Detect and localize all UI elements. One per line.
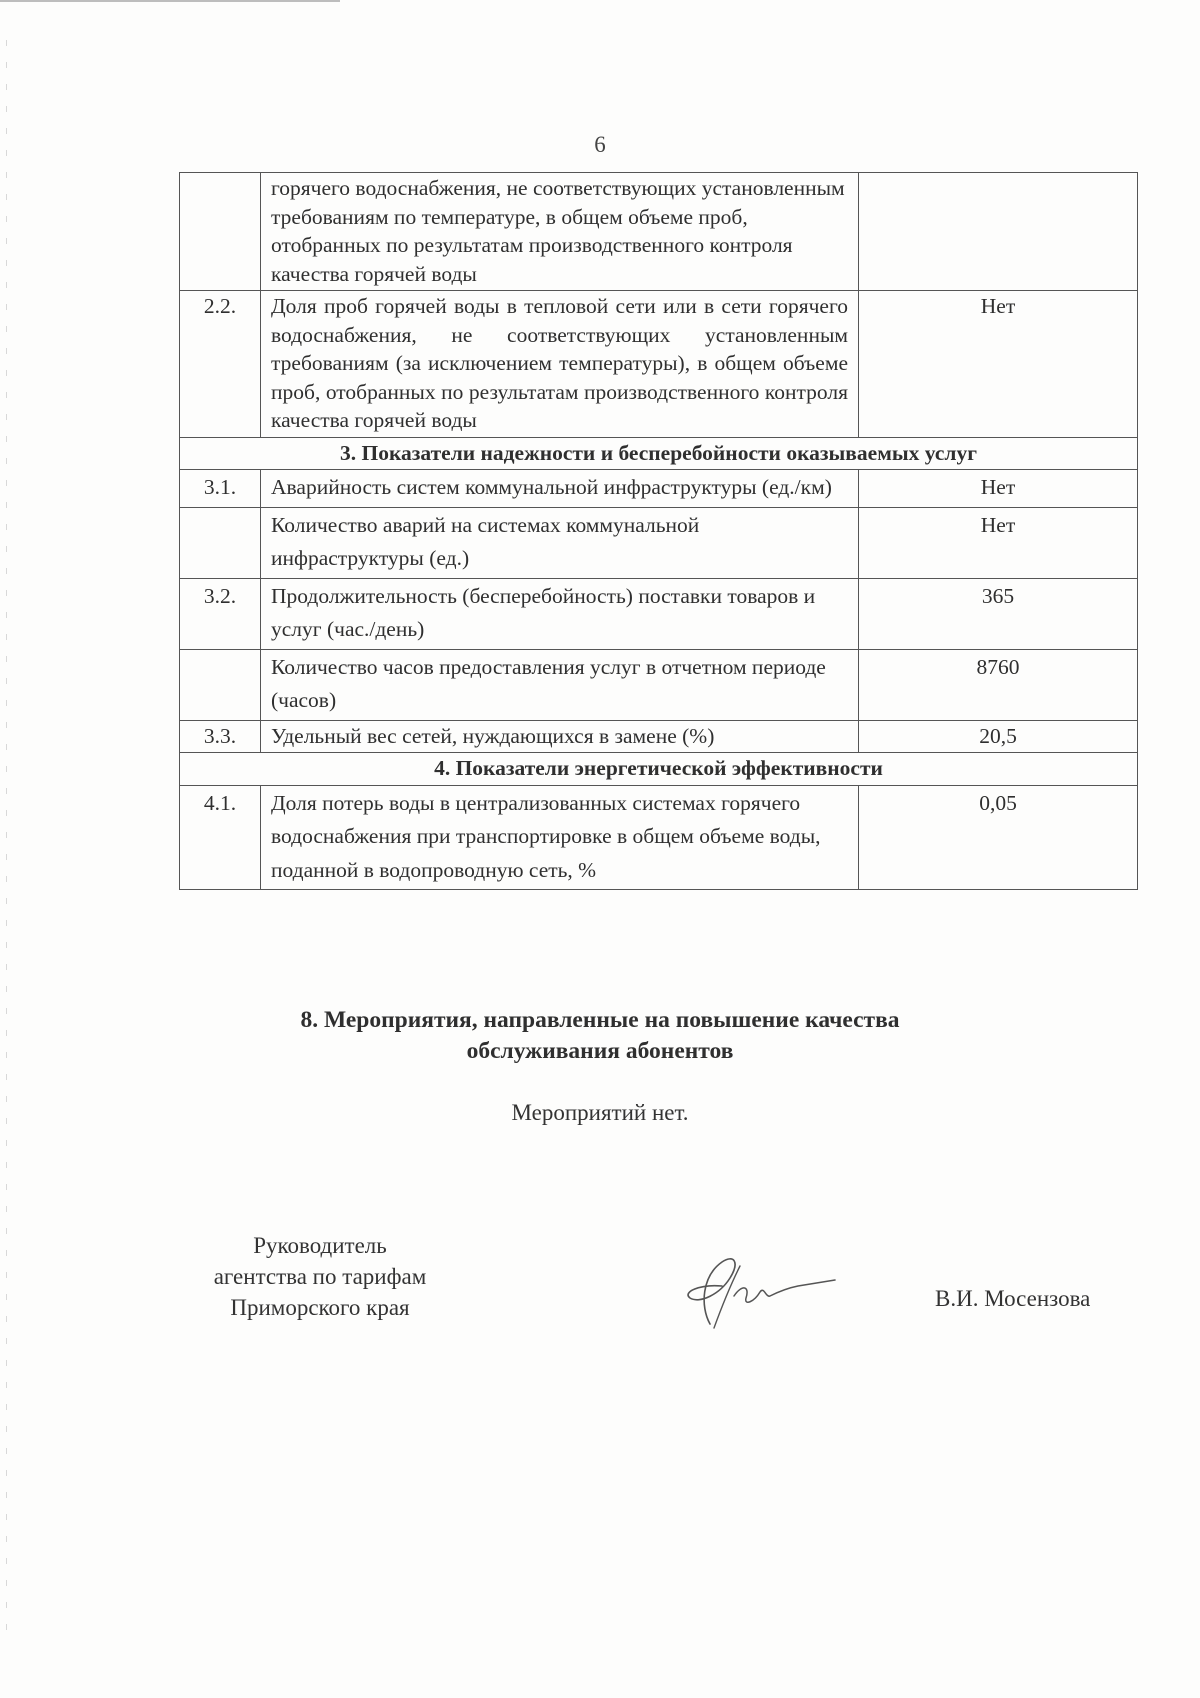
table-row — [180, 507, 1138, 578]
indicator-text: Доля проб горячей воды в тепловой сети или в сети горячего водоснабжения, не соответствующих установленным требованиям (за исключением температуры), в общем объеме проб, отобранных по результатам производственного контроля качества горячей воды — [261, 291, 859, 438]
scan-artifact-top — [0, 0, 340, 2]
indicator-text: Количество аварий на системах коммунальной инфраструктуры (ед.) — [261, 507, 859, 578]
indicator-text: горячего водоснабжения, не соответствующих установленным требованиям по температуре, в общем объеме проб, отобранных по результатам производственного контроля качества горячей воды — [261, 173, 859, 291]
table-row — [180, 173, 1138, 291]
indicator-value: 8760 — [859, 649, 1138, 720]
row-number — [180, 649, 261, 720]
indicator-text: Количество часов предоставления услуг в отчетном периоде (часов) — [261, 649, 859, 720]
table-row — [180, 578, 1138, 649]
page-number: 6 — [594, 132, 606, 157]
row-number — [180, 507, 261, 578]
row-number — [180, 173, 261, 291]
row-number: 3.1. — [180, 470, 261, 508]
indicator-value: Нет — [859, 470, 1138, 508]
section-row — [180, 753, 1138, 786]
section-row — [180, 437, 1138, 470]
scan-artifact-left-edge — [6, 40, 7, 1640]
signer-title-line: агентства по тарифам — [213, 1264, 427, 1289]
table-row — [180, 720, 1138, 753]
table-row — [180, 470, 1138, 508]
indicator-text: Удельный вес сетей, нуждающихся в замене (%) — [261, 720, 859, 753]
row-number: 3.2. — [180, 578, 261, 649]
section-8-heading-line: обслуживания абонентов — [466, 1038, 734, 1064]
row-number: 2.2. — [180, 291, 261, 438]
indicators-table — [179, 172, 1138, 890]
section-8-note: Мероприятий нет. — [511, 1100, 689, 1125]
indicator-value: Нет — [859, 291, 1138, 438]
section-8-heading — [0, 1005, 1200, 1067]
signer-title — [170, 1230, 470, 1323]
indicator-text: Аварийность систем коммунальной инфраструктуры (ед./км) — [261, 470, 859, 508]
signer-title-line: Приморского края — [230, 1295, 410, 1320]
indicator-value: Нет — [859, 507, 1138, 578]
handwritten-signature — [670, 1246, 840, 1336]
indicator-text: Продолжительность (бесперебойность) поставки товаров и услуг (час./день) — [261, 578, 859, 649]
indicator-value: 20,5 — [859, 720, 1138, 753]
row-number: 4.1. — [180, 785, 261, 890]
table-row — [180, 649, 1138, 720]
signer-title-line: Руководитель — [253, 1233, 387, 1258]
section-title: 4. Показатели энергетической эффективности — [180, 753, 1138, 786]
indicator-value: 0,05 — [859, 785, 1138, 890]
indicator-value — [859, 173, 1138, 291]
table-row — [180, 291, 1138, 438]
section-title: 3. Показатели надежности и бесперебойности оказываемых услуг — [180, 437, 1138, 470]
row-number: 3.3. — [180, 720, 261, 753]
indicator-value: 365 — [859, 578, 1138, 649]
section-8-heading-line: 8. Мероприятия, направленные на повышение качества — [300, 1007, 900, 1033]
indicator-text: Доля потерь воды в централизованных системах горячего водоснабжения при транспортировке в общем объеме воды, поданной в водопроводную сеть, % — [261, 785, 859, 890]
signer-name: В.И. Мосензова — [935, 1286, 1091, 1311]
table-row — [180, 785, 1138, 890]
